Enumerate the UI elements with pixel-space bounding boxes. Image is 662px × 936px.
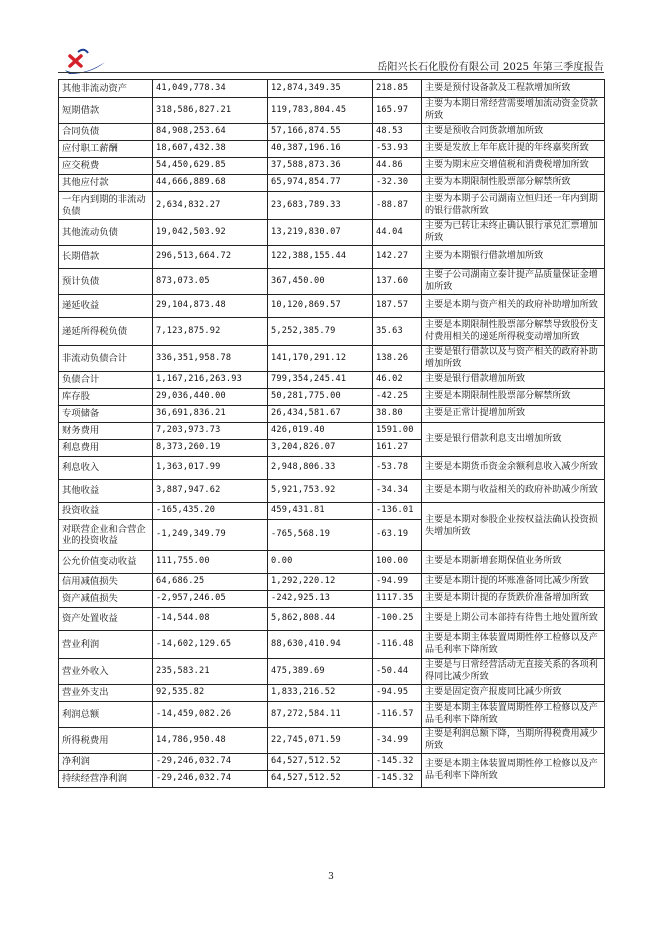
row-item-name: 应付职工薪酬 <box>59 141 153 158</box>
row-change-percent: 48.53 <box>373 124 422 141</box>
row-change-percent: 138.26 <box>373 346 422 372</box>
row-change-percent: -145.32 <box>373 754 422 771</box>
row-change-percent: -100.25 <box>373 608 422 631</box>
row-change-percent: -32.30 <box>373 175 422 192</box>
row-previous-value: 37,588,873.36 <box>268 158 373 175</box>
row-previous-value: 57,166,874.55 <box>268 124 373 141</box>
row-item-name: 专项储备 <box>59 406 153 423</box>
row-previous-value: 64,527,512.52 <box>268 771 373 788</box>
row-change-percent: -53.93 <box>373 141 422 158</box>
row-previous-value: 40,387,196.16 <box>268 141 373 158</box>
row-current-value: 1,167,216,263.93 <box>153 372 268 389</box>
row-item-name: 递延收益 <box>59 295 153 318</box>
row-change-reason: 主要是本期限制性股票部分解禁导致股份支付费用相关的递延所得税变动增加所致 <box>422 318 605 346</box>
row-previous-value: 1,833,216.52 <box>268 685 373 702</box>
row-change-reason: 主要为本期日常经营需要增加流动资金贷款所致 <box>422 98 605 124</box>
row-change-reason: 主要是预付设备款及工程款增加所致 <box>422 80 605 98</box>
financial-changes-table <box>58 79 605 788</box>
row-change-reason: 主要是预收合同货款增加所致 <box>422 124 605 141</box>
row-change-reason: 主要为本期银行借款增加所致 <box>422 246 605 269</box>
table-row <box>59 702 605 728</box>
table-row <box>59 480 605 503</box>
row-previous-value: 5,252,385.79 <box>268 318 373 346</box>
row-change-reason: 主要是本期与收益相关的政府补助减少所致 <box>422 480 605 503</box>
row-change-percent: 1117.35 <box>373 591 422 608</box>
row-previous-value: 3,204,826.07 <box>268 440 373 457</box>
table-row <box>59 389 605 406</box>
row-current-value: 7,203,973.73 <box>153 423 268 440</box>
table-row <box>59 246 605 269</box>
table-row <box>59 318 605 346</box>
row-current-value: 29,036,440.00 <box>153 389 268 406</box>
row-item-name: 其他应付款 <box>59 175 153 192</box>
row-item-name: 营业利润 <box>59 631 153 659</box>
row-item-name: 对联营企业和合营企业的投资收益 <box>59 520 153 551</box>
row-change-percent: -94.99 <box>373 574 422 591</box>
row-change-reason: 主要是本期计提的坏账准备同比减少所致 <box>422 574 605 591</box>
row-current-value: 3,887,947.62 <box>153 480 268 503</box>
table-row <box>59 80 605 98</box>
row-previous-value: 367,450.00 <box>268 269 373 295</box>
row-item-name: 利润总额 <box>59 702 153 728</box>
row-previous-value: 23,683,789.33 <box>268 192 373 220</box>
row-change-reason: 主要是固定资产报废同比减少所致 <box>422 685 605 702</box>
row-item-name: 财务费用 <box>59 423 153 440</box>
row-current-value: 29,104,873.48 <box>153 295 268 318</box>
row-item-name: 其他非流动资产 <box>59 80 153 98</box>
row-item-name: 合同负债 <box>59 124 153 141</box>
row-change-percent: -116.48 <box>373 631 422 659</box>
row-change-reason: 主要是银行借款利息支出增加所致 <box>422 423 605 457</box>
row-current-value: -14,544.08 <box>153 608 268 631</box>
row-item-name: 公允价值变动收益 <box>59 551 153 574</box>
row-item-name: 持续经营净利润 <box>59 771 153 788</box>
row-item-name: 库存股 <box>59 389 153 406</box>
row-change-percent: 44.86 <box>373 158 422 175</box>
table-row <box>59 141 605 158</box>
table-row <box>59 269 605 295</box>
row-item-name: 利息费用 <box>59 440 153 457</box>
row-previous-value: 87,272,584.11 <box>268 702 373 728</box>
row-current-value: 235,583.21 <box>153 659 268 685</box>
table-row <box>59 124 605 141</box>
row-change-reason: 主要是本期对参股企业按权益法确认投资损失增加所致 <box>422 503 605 551</box>
row-previous-value: 12,874,349.35 <box>268 80 373 98</box>
row-previous-value: 5,862,808.44 <box>268 608 373 631</box>
table-row <box>59 574 605 591</box>
row-previous-value: -242,925.13 <box>268 591 373 608</box>
row-item-name: 所得税费用 <box>59 728 153 754</box>
row-change-percent: 35.63 <box>373 318 422 346</box>
row-item-name: 投资收益 <box>59 503 153 520</box>
row-previous-value: 799,354,245.41 <box>268 372 373 389</box>
row-item-name: 资产处置收益 <box>59 608 153 631</box>
table-row <box>59 346 605 372</box>
row-item-name: 负债合计 <box>59 372 153 389</box>
row-current-value: -1,249,349.79 <box>153 520 268 551</box>
row-change-reason: 主要为本期子公司湖南立恒归还一年内到期的银行借款所致 <box>422 192 605 220</box>
row-change-reason: 主要是本期主体装置周期性停工检修以及产品毛利率下降所致 <box>422 631 605 659</box>
row-current-value: 44,666,889.68 <box>153 175 268 192</box>
row-previous-value: 119,783,804.45 <box>268 98 373 124</box>
table-row <box>59 659 605 685</box>
table-row <box>59 220 605 246</box>
row-previous-value: 426,019.40 <box>268 423 373 440</box>
row-previous-value: -765,568.19 <box>268 520 373 551</box>
table-row <box>59 608 605 631</box>
row-change-reason: 主要为已转让未终止确认银行承兑汇票增加所致 <box>422 220 605 246</box>
table-row <box>59 158 605 175</box>
row-change-percent: -34.34 <box>373 480 422 503</box>
row-change-reason: 主要是本期限制性股票部分解禁所致 <box>422 389 605 406</box>
row-previous-value: 0.00 <box>268 551 373 574</box>
row-change-reason: 主要是本期计提的存货跌价准备增加所致 <box>422 591 605 608</box>
row-previous-value: 64,527,512.52 <box>268 754 373 771</box>
row-current-value: 1,363,017.99 <box>153 457 268 480</box>
table-row <box>59 192 605 220</box>
row-item-name: 利息收入 <box>59 457 153 480</box>
row-previous-value: 122,388,155.44 <box>268 246 373 269</box>
row-item-name: 其他收益 <box>59 480 153 503</box>
row-change-percent: -145.32 <box>373 771 422 788</box>
row-current-value: 84,908,253.64 <box>153 124 268 141</box>
row-change-percent: 142.27 <box>373 246 422 269</box>
row-change-percent: 218.85 <box>373 80 422 98</box>
row-current-value: 873,073.05 <box>153 269 268 295</box>
row-current-value: 336,351,958.78 <box>153 346 268 372</box>
row-current-value: 2,634,832.27 <box>153 192 268 220</box>
row-change-percent: -50.44 <box>373 659 422 685</box>
row-item-name: 非流动负债合计 <box>59 346 153 372</box>
row-change-percent: -116.57 <box>373 702 422 728</box>
row-current-value: 54,450,629.85 <box>153 158 268 175</box>
row-previous-value: 22,745,071.59 <box>268 728 373 754</box>
row-change-reason: 主要为本期限制性股票部分解禁所致 <box>422 175 605 192</box>
row-change-percent: -34.99 <box>373 728 422 754</box>
row-current-value: -29,246,032.74 <box>153 754 268 771</box>
row-item-name: 营业外收入 <box>59 659 153 685</box>
row-item-name: 资产减值损失 <box>59 591 153 608</box>
row-change-percent: -136.01 <box>373 503 422 520</box>
table-row <box>59 295 605 318</box>
row-previous-value: 5,921,753.92 <box>268 480 373 503</box>
row-item-name: 其他流动负债 <box>59 220 153 246</box>
header-divider <box>58 72 604 73</box>
row-item-name: 信用减值损失 <box>59 574 153 591</box>
table-row <box>59 372 605 389</box>
row-change-percent: -94.95 <box>373 685 422 702</box>
row-change-reason: 主要是本期新增套期保值业务所致 <box>422 551 605 574</box>
row-item-name: 一年内到期的非流动负债 <box>59 192 153 220</box>
table-row <box>59 685 605 702</box>
row-previous-value: 1,292,220.12 <box>268 574 373 591</box>
table-row <box>59 754 605 771</box>
row-change-reason: 主要为期末应交增值税和消费税增加所致 <box>422 158 605 175</box>
row-current-value: -165,435.20 <box>153 503 268 520</box>
row-change-percent: 137.60 <box>373 269 422 295</box>
row-current-value: 19,042,503.92 <box>153 220 268 246</box>
row-current-value: 64,686.25 <box>153 574 268 591</box>
table-row <box>59 591 605 608</box>
row-previous-value: 88,630,410.94 <box>268 631 373 659</box>
row-change-reason: 主要是正常计提增加所致 <box>422 406 605 423</box>
row-item-name: 递延所得税负债 <box>59 318 153 346</box>
row-previous-value: 50,281,775.00 <box>268 389 373 406</box>
row-change-percent: 187.57 <box>373 295 422 318</box>
row-change-percent: -88.87 <box>373 192 422 220</box>
row-previous-value: 13,219,830.07 <box>268 220 373 246</box>
row-previous-value: 141,170,291.12 <box>268 346 373 372</box>
row-change-percent: 46.02 <box>373 372 422 389</box>
page-number: 3 <box>328 872 334 882</box>
row-change-reason: 主要是本期主体装置周期性停工检修以及产品毛利率下降所致 <box>422 754 605 788</box>
row-current-value: 111,755.00 <box>153 551 268 574</box>
row-item-name: 短期借款 <box>59 98 153 124</box>
row-previous-value: 2,948,806.33 <box>268 457 373 480</box>
row-change-reason: 主要是利润总额下降，当期所得税费用减少所致 <box>422 728 605 754</box>
row-current-value: 7,123,875.92 <box>153 318 268 346</box>
row-change-percent: -53.78 <box>373 457 422 480</box>
row-current-value: 92,535.82 <box>153 685 268 702</box>
row-current-value: -29,246,032.74 <box>153 771 268 788</box>
table-row <box>59 631 605 659</box>
row-current-value: -2,957,246.05 <box>153 591 268 608</box>
row-change-percent: 38.80 <box>373 406 422 423</box>
row-current-value: 296,513,664.72 <box>153 246 268 269</box>
row-change-reason: 主要是上期公司本部持有待售土地处置所致 <box>422 608 605 631</box>
row-change-percent: 1591.00 <box>373 423 422 440</box>
row-change-percent: 161.27 <box>373 440 422 457</box>
row-change-reason: 主要是银行借款以及与资产相关的政府补助增加所致 <box>422 346 605 372</box>
row-previous-value: 459,431.81 <box>268 503 373 520</box>
row-change-reason: 主要是与日常经营活动无直接关系的各项利得同比减少所致 <box>422 659 605 685</box>
table-row <box>59 175 605 192</box>
row-change-percent: 100.00 <box>373 551 422 574</box>
row-change-percent: -42.25 <box>373 389 422 406</box>
row-change-percent: 165.97 <box>373 98 422 124</box>
row-previous-value: 475,389.69 <box>268 659 373 685</box>
row-item-name: 长期借款 <box>59 246 153 269</box>
row-current-value: -14,459,082.26 <box>153 702 268 728</box>
row-current-value: 18,607,432.38 <box>153 141 268 158</box>
row-change-reason: 主要是银行借款增加所致 <box>422 372 605 389</box>
row-previous-value: 26,434,581.67 <box>268 406 373 423</box>
row-change-reason: 主要是本期与资产相关的政府补助增加所致 <box>422 295 605 318</box>
table-row <box>59 423 605 440</box>
row-current-value: 8,373,260.19 <box>153 440 268 457</box>
row-change-reason: 主要是本期货币资金余额利息收入减少所致 <box>422 457 605 480</box>
row-current-value: -14,602,129.65 <box>153 631 268 659</box>
table-row <box>59 728 605 754</box>
row-current-value: 41,049,778.34 <box>153 80 268 98</box>
row-item-name: 营业外支出 <box>59 685 153 702</box>
row-current-value: 36,691,836.21 <box>153 406 268 423</box>
table-row <box>59 98 605 124</box>
table-row <box>59 457 605 480</box>
row-change-percent: 44.04 <box>373 220 422 246</box>
row-previous-value: 10,120,869.57 <box>268 295 373 318</box>
row-item-name: 应交税费 <box>59 158 153 175</box>
row-change-reason: 主要子公司湖南立泰计提产品质量保证金增加所致 <box>422 269 605 295</box>
table-row <box>59 503 605 520</box>
row-previous-value: 65,974,854.77 <box>268 175 373 192</box>
report-header-title: 岳阳兴长石化股份有限公司 2025 年第三季度报告 <box>377 62 604 73</box>
table-row <box>59 551 605 574</box>
row-item-name: 净利润 <box>59 754 153 771</box>
table-row <box>59 406 605 423</box>
row-change-percent: -63.19 <box>373 520 422 551</box>
row-current-value: 318,586,827.21 <box>153 98 268 124</box>
row-current-value: 14,786,950.48 <box>153 728 268 754</box>
row-change-reason: 主要是发放上年年底计提的年终嘉奖所致 <box>422 141 605 158</box>
row-item-name: 预计负债 <box>59 269 153 295</box>
row-change-reason: 主要是本期主体装置周期性停工检修以及产品毛利率下降所致 <box>422 702 605 728</box>
